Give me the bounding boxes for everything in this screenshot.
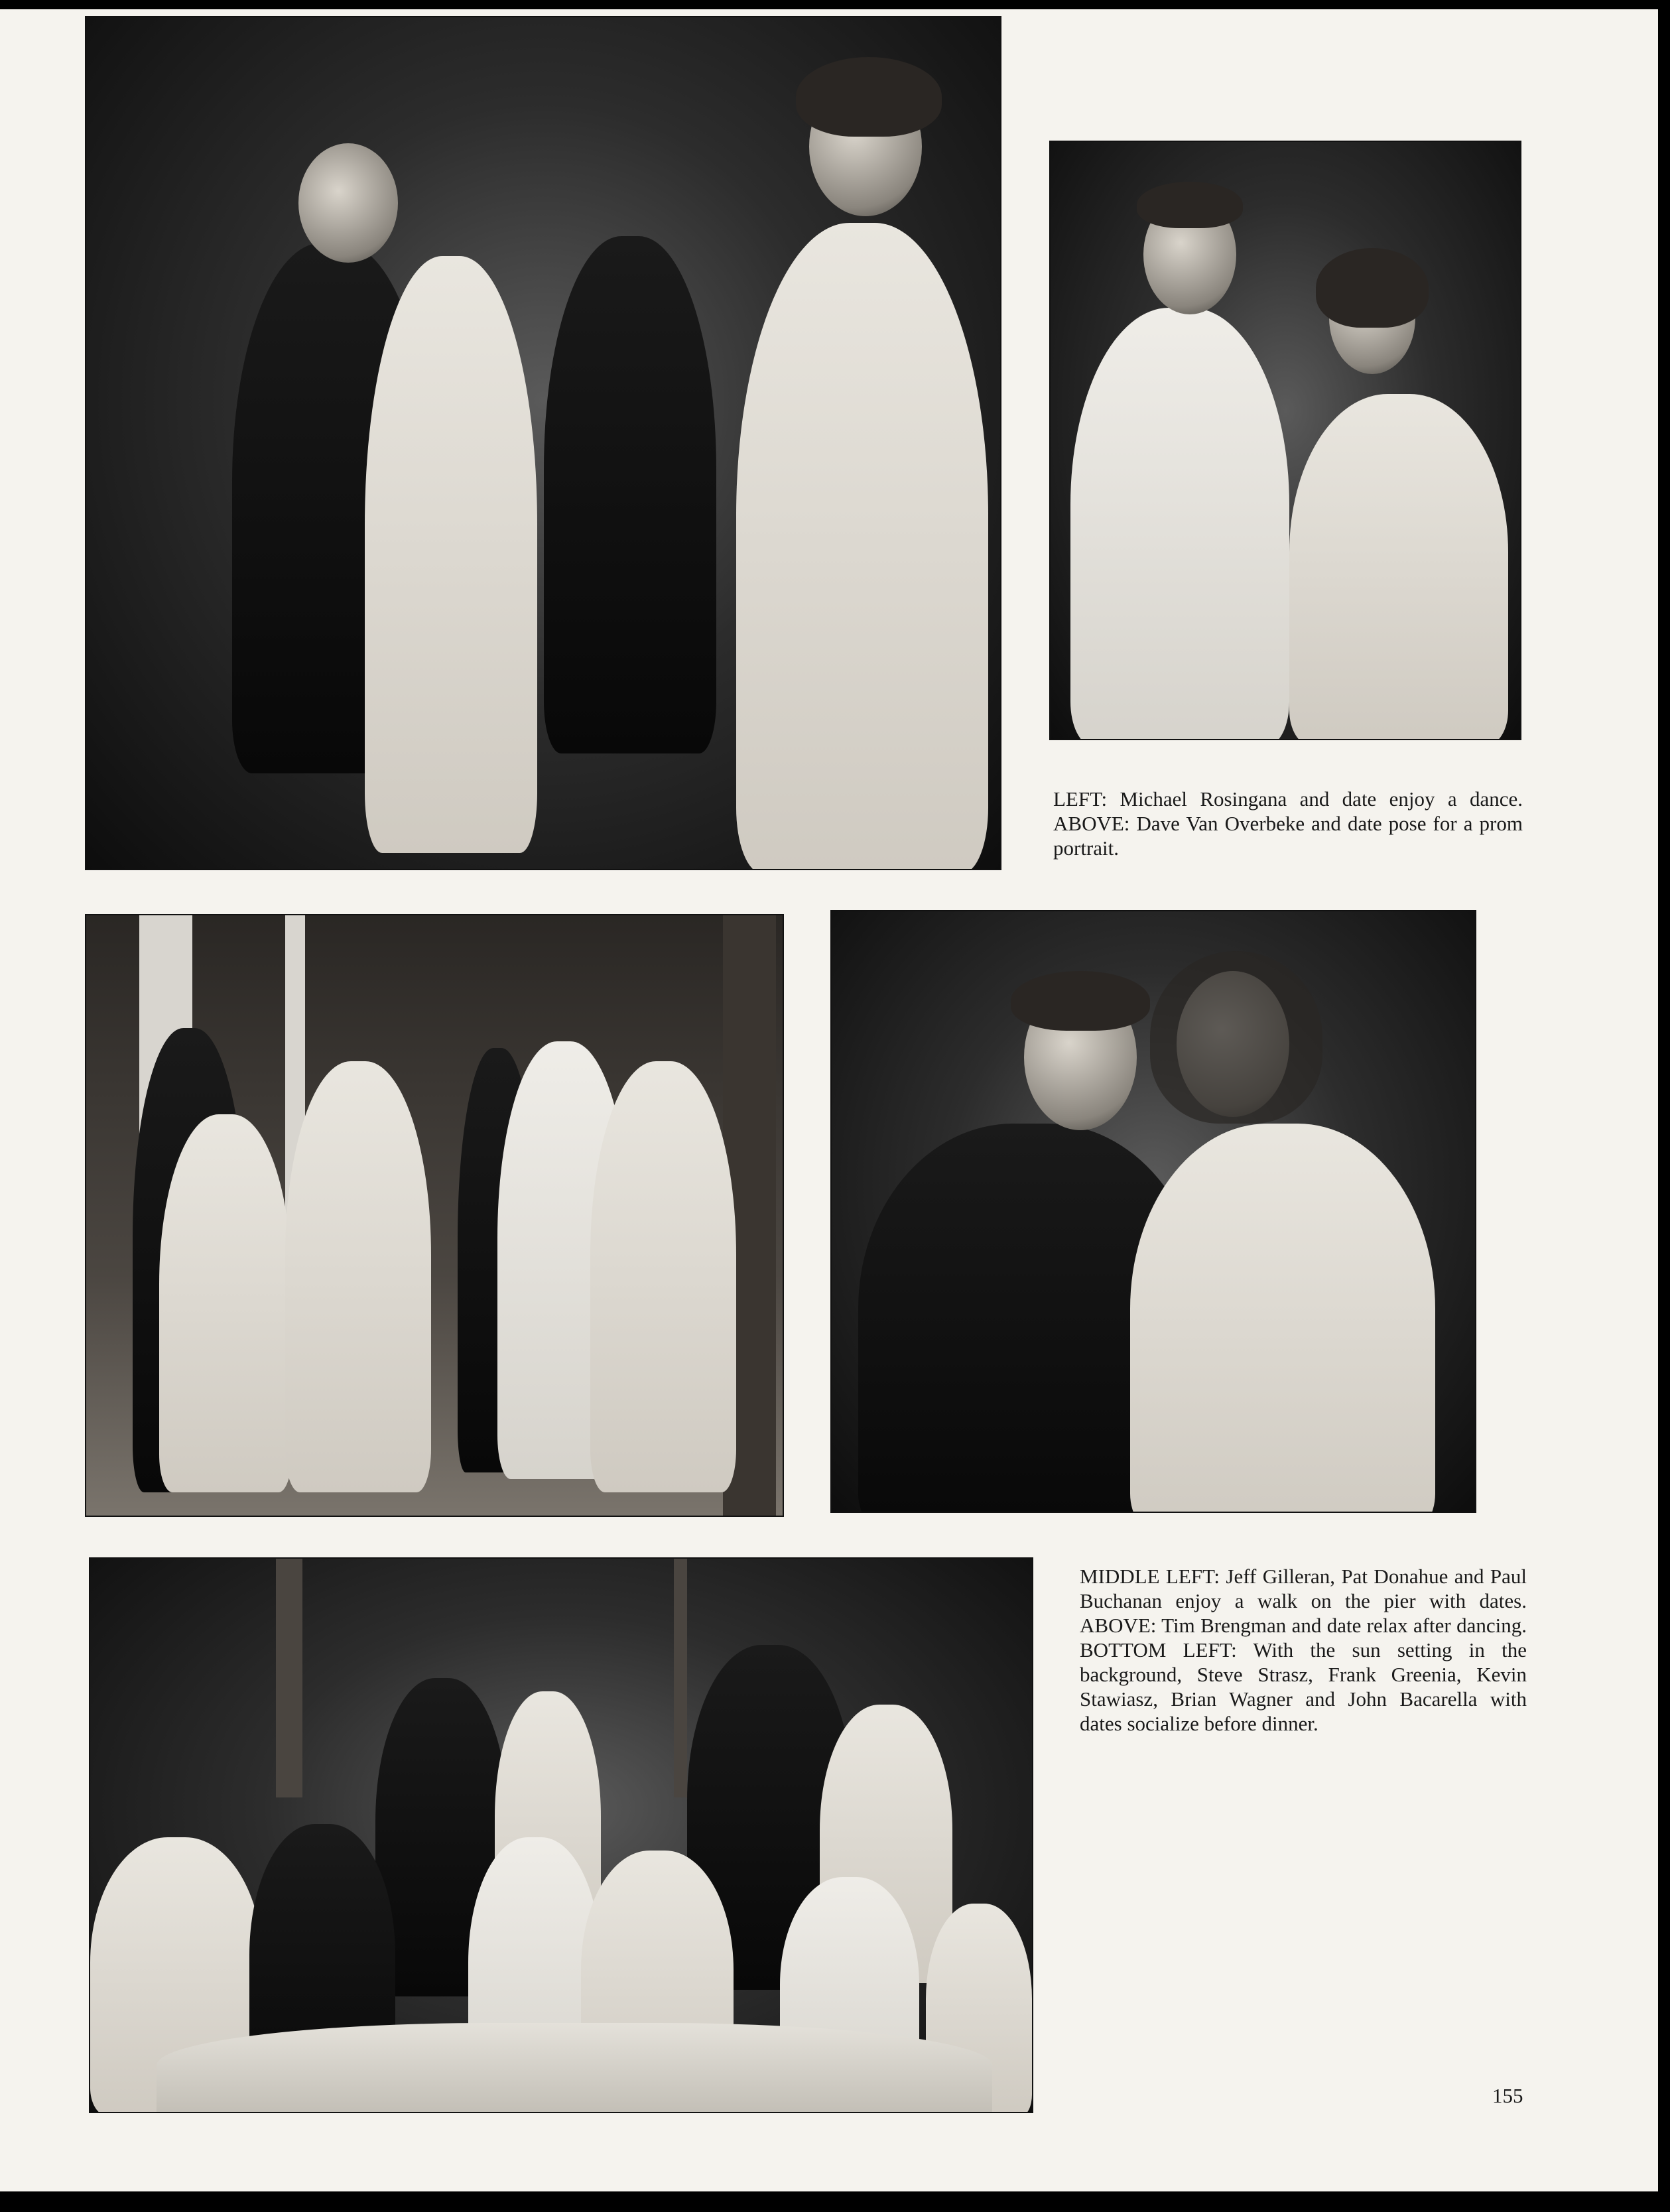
photo-background <box>276 1559 302 1797</box>
photo-dance-couple <box>85 16 1001 870</box>
photo-seated-couple <box>830 910 1476 1513</box>
caption-top-right: LEFT: Michael Rosingana and date enjoy a dance. ABOVE: Dave Van Overbeke and date pose for a prom portrait. <box>1053 787 1523 860</box>
photo-pier-group <box>85 914 784 1517</box>
photo-figure <box>1070 308 1289 740</box>
photo-figure <box>1316 248 1429 328</box>
photo-dinner-group <box>89 1557 1033 2113</box>
photo-figure <box>1137 182 1243 228</box>
yearbook-page <box>0 9 1658 2191</box>
photo-figure <box>736 223 988 870</box>
photo-figure <box>365 256 537 853</box>
photo-figure <box>1011 971 1150 1031</box>
caption-middle-right: MIDDLE LEFT: Jeff Gilleran, Pat Donahue and Paul Buchanan enjoy a walk on the pier with dates. ABOVE: Tim Brengman and date relax after dancing. BOTTOM LEFT: With the sun setting in the background, Steve Strasz, Frank Greenia, Kevin Stawiasz, Brian Wagner and John Bacarella with dates socialize before dinner. <box>1080 1565 1527 1735</box>
page-number: 155 <box>1492 2084 1523 2107</box>
photo-figure <box>796 57 942 137</box>
scan-edge <box>1658 0 1670 2212</box>
photo-dinner-table <box>157 2023 992 2113</box>
photo-figure <box>1289 394 1508 740</box>
photo-prom-portrait <box>1049 141 1521 740</box>
photo-figure <box>285 1061 431 1492</box>
photo-figure <box>1130 1124 1435 1513</box>
photo-figure <box>298 143 398 263</box>
photo-figure <box>544 236 716 753</box>
photo-figure <box>159 1114 292 1492</box>
photo-background <box>674 1559 687 1797</box>
photo-figure <box>590 1061 736 1492</box>
photo-figure <box>1150 951 1322 1124</box>
